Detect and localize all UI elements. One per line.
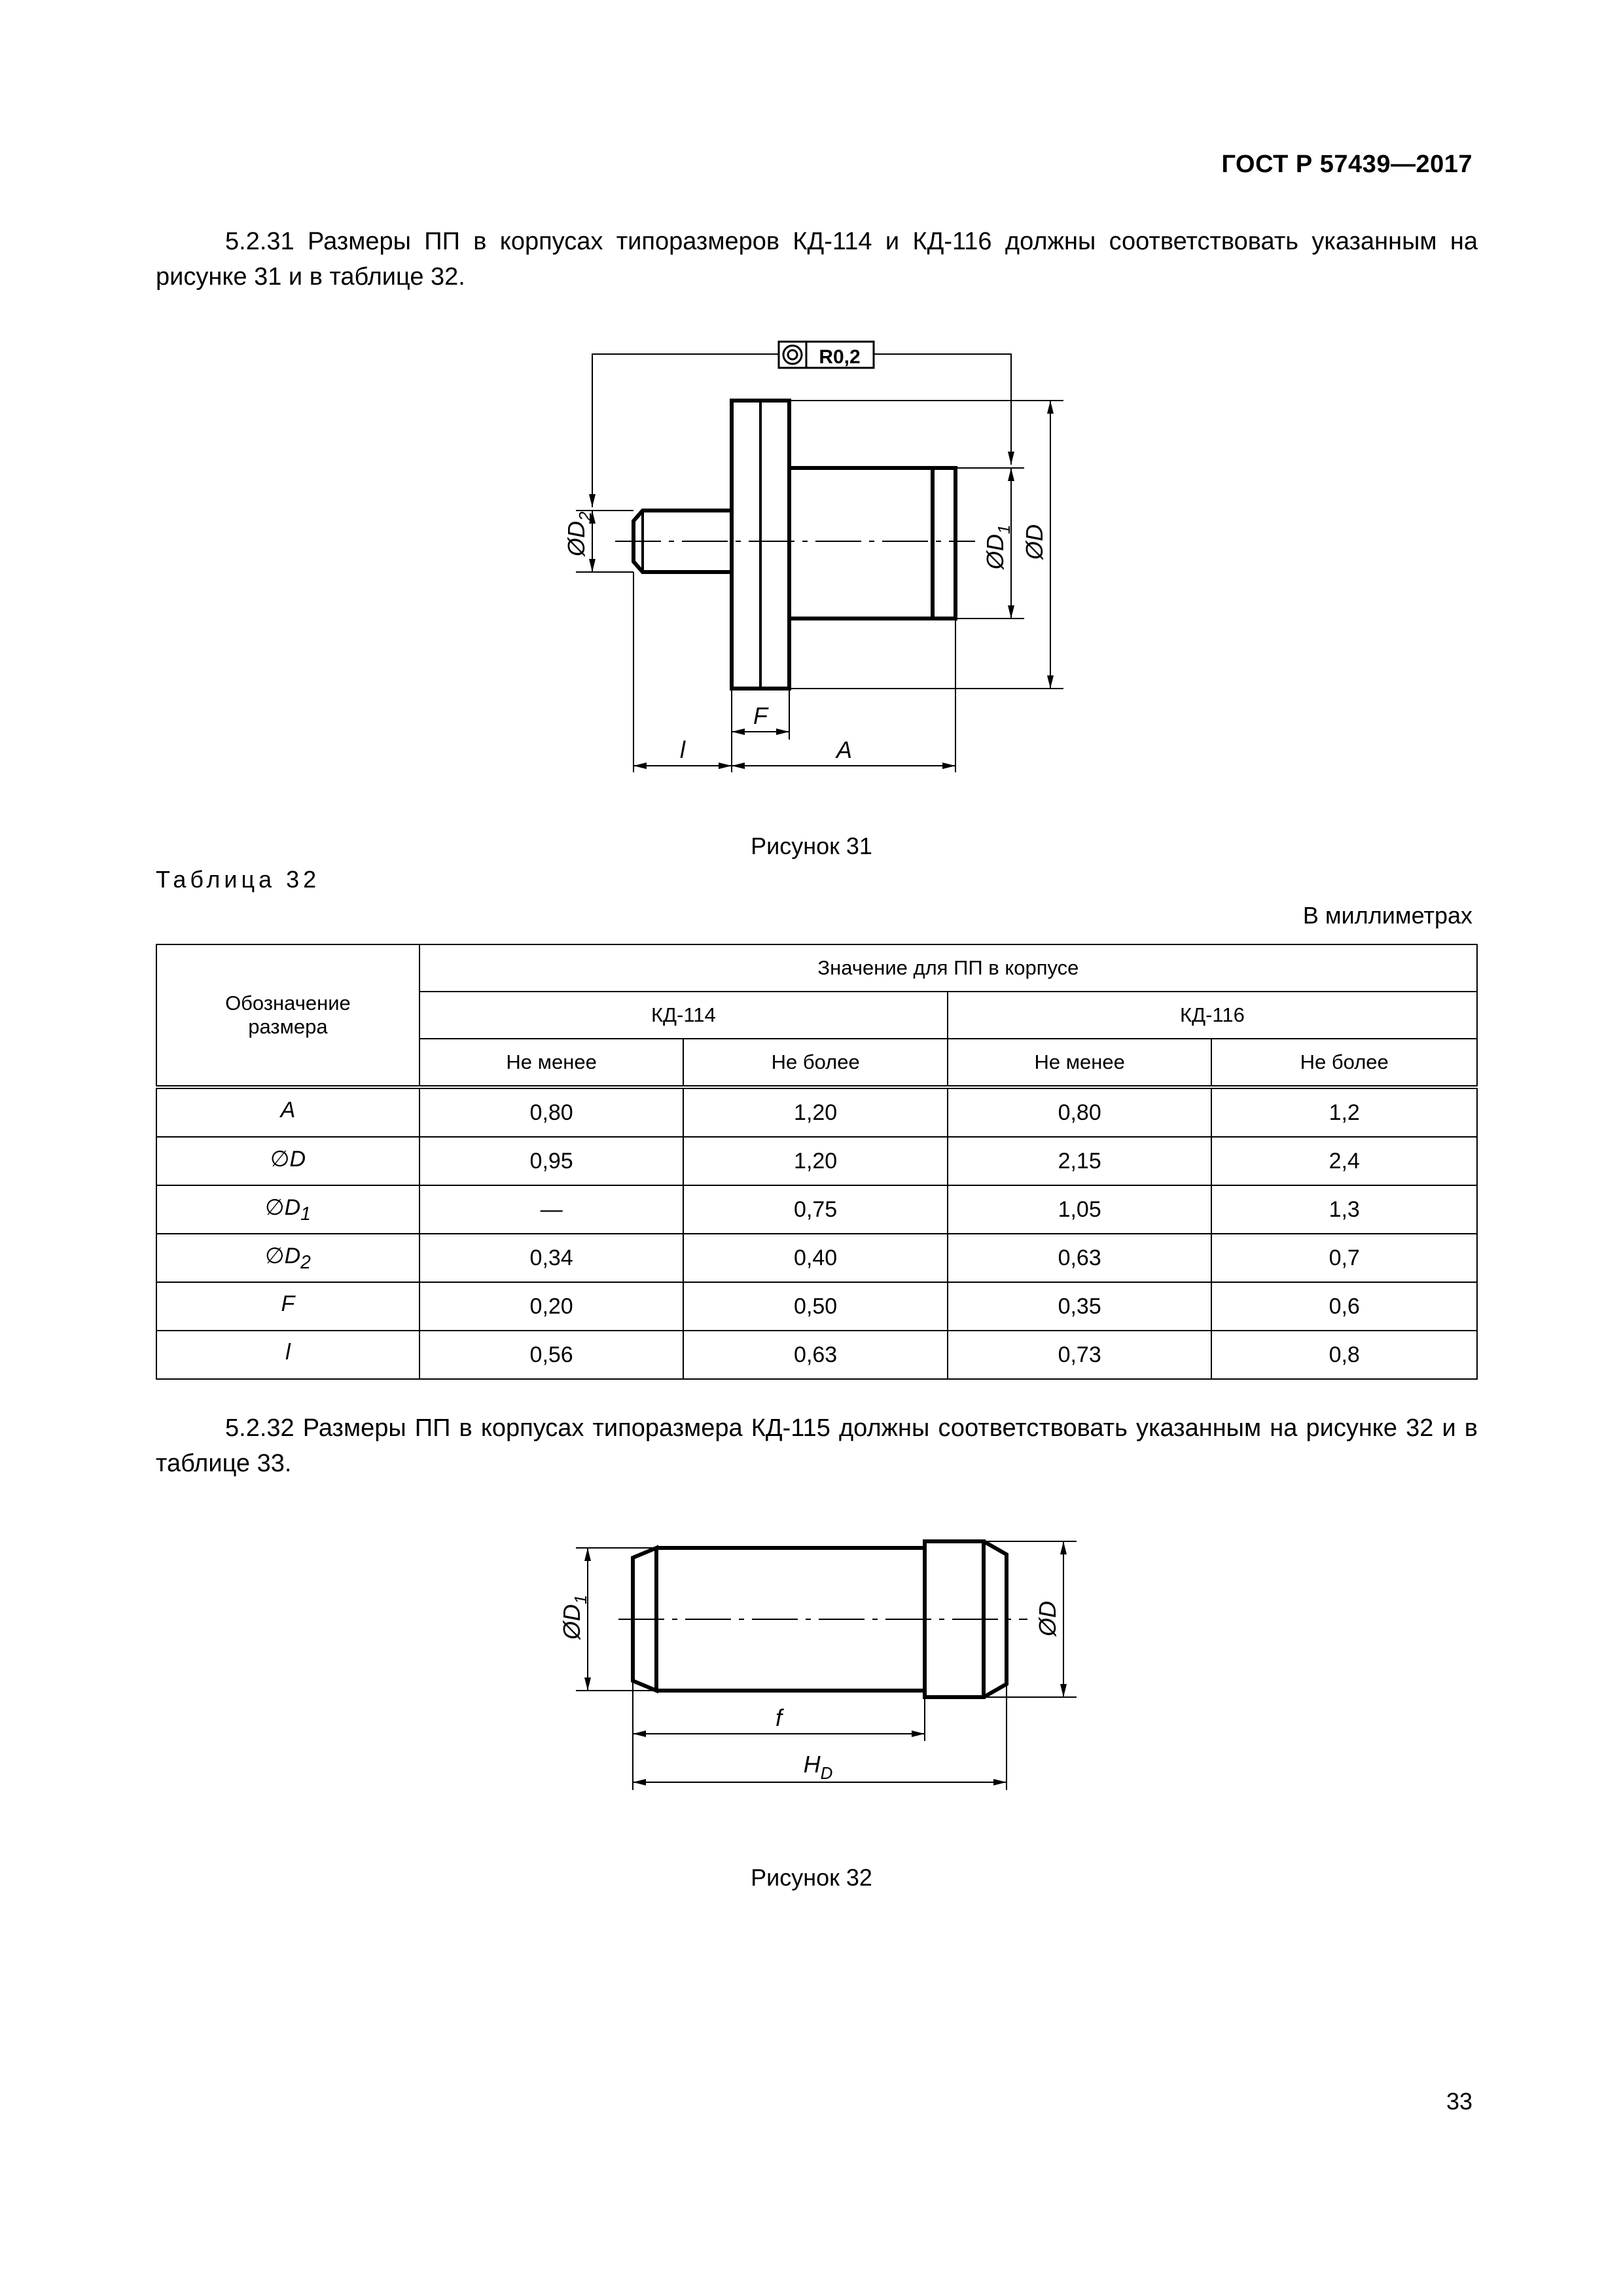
table-row xyxy=(156,1087,1477,1137)
cell-value: 0,80 xyxy=(419,1087,684,1137)
cell-value: 0,8 xyxy=(1211,1331,1477,1379)
part-outline-31 xyxy=(633,401,955,689)
cell-value: 2,4 xyxy=(1211,1137,1477,1185)
cell-value: 0,56 xyxy=(419,1331,684,1379)
header-group: Значение для ПП в корпусе xyxy=(419,944,1477,992)
row-symbol: $\emptyset D_2$ xyxy=(156,1234,419,1282)
label-d1-31: $ØD_1$ xyxy=(982,524,1014,569)
cell-value: 0,63 xyxy=(948,1234,1212,1282)
row-symbol: F xyxy=(156,1282,419,1331)
label-f-31: F xyxy=(753,702,768,729)
cell-value: 1,2 xyxy=(1211,1087,1477,1137)
table-label: Таблица 32 xyxy=(156,866,321,893)
table-units: В миллиметрах xyxy=(1302,902,1472,929)
label-d-31: ØD xyxy=(1021,524,1048,560)
label-l-31: l xyxy=(680,736,685,763)
row-symbol: A xyxy=(156,1087,419,1137)
figure-31 xyxy=(0,327,1623,851)
label-d2-31: $ØD_2$ xyxy=(563,511,595,556)
table-row xyxy=(156,1282,1477,1331)
cell-value: 0,40 xyxy=(683,1234,948,1282)
cell-value: 2,15 xyxy=(948,1137,1212,1185)
cell-value: 0,95 xyxy=(419,1137,684,1185)
figure-32 xyxy=(0,1505,1623,1820)
cell-value: 0,7 xyxy=(1211,1234,1477,1282)
row-symbol: $\emptyset D_1$ xyxy=(156,1185,419,1234)
paragraph-5-2-32: 5.2.32 Размеры ПП в корпусах типоразмера КД-115 должны соответствовать указанным на рисунке 32 и в таблице 33. xyxy=(156,1414,1478,1477)
cell-value: 1,05 xyxy=(948,1185,1212,1234)
cell-value: 0,20 xyxy=(419,1282,684,1331)
label-d1-32: $ØD_1$ xyxy=(558,1594,590,1640)
page-number: 33 xyxy=(1446,2088,1472,2115)
dimensions-table xyxy=(156,944,1478,1380)
tolerance-value: R0,2 xyxy=(819,346,861,368)
table-row xyxy=(156,1185,1477,1234)
header-designation: Обозначение размера xyxy=(156,944,419,1087)
cell-value: 0,80 xyxy=(948,1087,1212,1137)
cell-value: 0,50 xyxy=(683,1282,948,1331)
cell-value: 0,34 xyxy=(419,1234,684,1282)
header-case-kd116: КД-116 xyxy=(948,992,1477,1039)
paragraph-5-2-31: 5.2.31 Размеры ПП в корпусах типоразмеров КД-114 и КД-116 должны соответствовать указанным на рисунке 31 и в таблице 32. xyxy=(156,228,1478,291)
cell-value: 0,63 xyxy=(683,1331,948,1379)
table-row xyxy=(156,1331,1477,1379)
row-symbol: ∅D xyxy=(156,1137,419,1185)
cell-value: 1,3 xyxy=(1211,1185,1477,1234)
label-d-32: ØD xyxy=(1034,1601,1061,1636)
document-header: ГОСТ Р 57439—2017 xyxy=(1221,151,1472,178)
header-max: Не более xyxy=(1211,1039,1477,1087)
cell-value: 0,6 xyxy=(1211,1282,1477,1331)
cell-value: 0,75 xyxy=(683,1185,948,1234)
cell-value: 1,20 xyxy=(683,1087,948,1137)
header-max: Не более xyxy=(683,1039,948,1087)
label-hd-32: $H_D$ xyxy=(803,1751,833,1783)
figure-31-caption: Рисунок 31 xyxy=(751,833,872,859)
cell-value: — xyxy=(419,1185,684,1234)
header-case-kd114: КД-114 xyxy=(419,992,948,1039)
table-row xyxy=(156,1234,1477,1282)
label-a-31: A xyxy=(836,736,853,763)
header-min: Не менее xyxy=(948,1039,1212,1087)
table-row xyxy=(156,1137,1477,1185)
row-symbol: l xyxy=(156,1331,419,1379)
header-min: Не менее xyxy=(419,1039,684,1087)
figure-32-caption: Рисунок 32 xyxy=(751,1864,872,1891)
label-f-32: f xyxy=(775,1704,783,1731)
cell-value: 0,35 xyxy=(948,1282,1212,1331)
cell-value: 0,73 xyxy=(948,1331,1212,1379)
cell-value: 1,20 xyxy=(683,1137,948,1185)
